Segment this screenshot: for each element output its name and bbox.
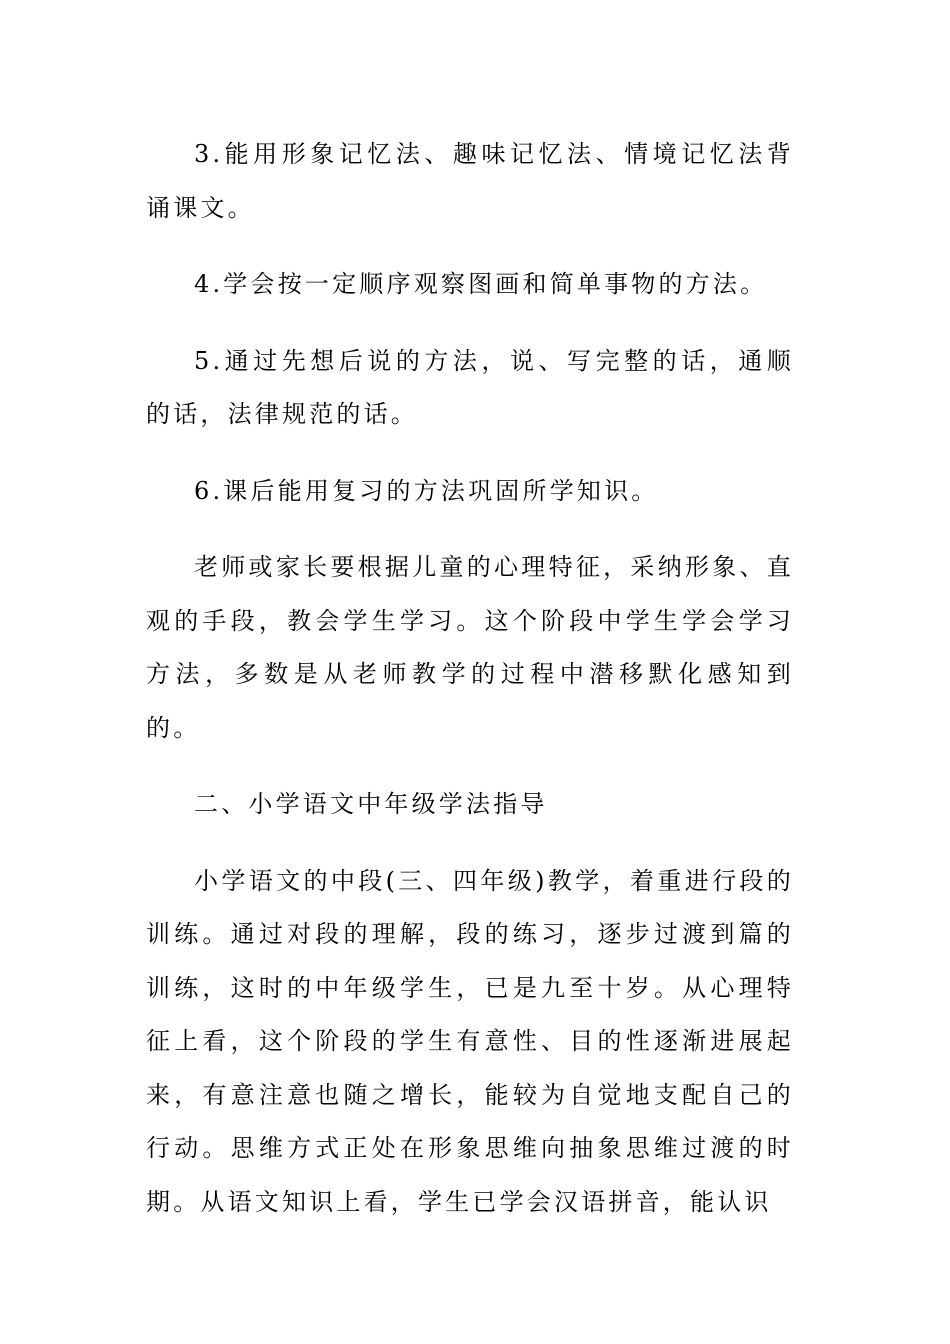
document-body bbox=[146, 128, 794, 1252]
paragraph-item-5: 5.通过先想后说的方法，说、写完整的话，通顺的话，法律规范的话。 bbox=[146, 346, 794, 428]
section-heading: 二、小学语文中年级学法指导 bbox=[194, 790, 548, 818]
paragraph-item-6: 6.课后能用复习的方法巩固所学知识。 bbox=[194, 476, 659, 505]
paragraph-item-3: 3.能用形象记忆法、趣味记忆法、情境记忆法背诵课文。 bbox=[146, 140, 794, 222]
paragraph-item-4: 4.学会按一定顺序观察图画和简单事物的方法。 bbox=[194, 270, 768, 298]
paragraph-middle-grade: 小学语文的中段(三、四年级)教学，着重进行段的训练。通过对段的理解，段的练习，逐步过渡到篇的训练，这时的中年级学生，已是九至十岁。从心理特征上看，这个阶段的学生有意性、目的性逐渐进展起来，有意注意也随之增长，能较为自觉地支配自己的行动。思维方式正处在形象思维向抽象思维过渡的时期。从语文知识上看，学生已学会汉语拼音，能认识 bbox=[146, 866, 794, 1216]
paragraph-teaching-note: 老师或家长要根据儿童的心理特征，采纳形象、直观的手段，教会学生学习。这个阶段中学生学会学习方法，多数是从老师教学的过程中潜移默化感知到的。 bbox=[146, 553, 794, 742]
